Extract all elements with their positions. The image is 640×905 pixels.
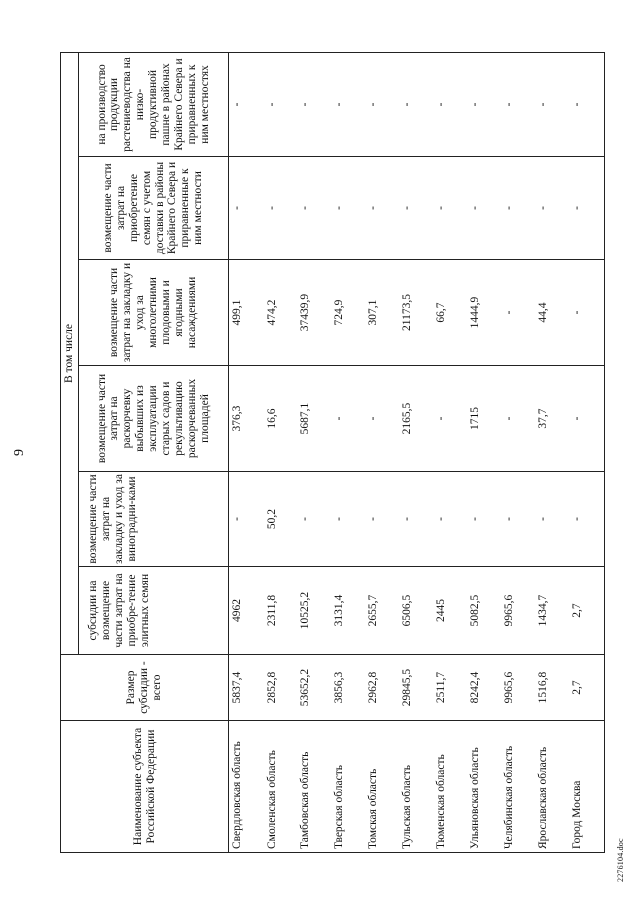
cell-name: Город Москва [569, 721, 604, 853]
cell-value: - [433, 157, 467, 260]
cell-value: - [399, 52, 433, 156]
cell-total: 2852,8 [264, 655, 298, 721]
cell-value: - [331, 366, 365, 472]
cell-value: 21173,5 [399, 260, 433, 366]
cell-total: 5837,4 [229, 655, 264, 721]
header-north-production: на производство продукции растениеводства на низко-продуктивной пашне в районах Крайнего Севера и приравненных к ним местностях [79, 52, 229, 156]
table-row [365, 52, 399, 852]
cell-total: 53652,2 [297, 655, 331, 721]
cell-value: 2311,8 [264, 567, 298, 655]
cell-value: 6506,5 [399, 567, 433, 655]
cell-total: 2,7 [569, 655, 604, 721]
table-row [501, 52, 535, 852]
cell-value: - [365, 52, 399, 156]
cell-value: 37439,9 [297, 260, 331, 366]
cell-value: - [331, 157, 365, 260]
header-uprooting: возмещение части затрат на раскорчевку выбывших из эксплуатации старых садов и рекультивацию раскорчеванных площадей [79, 366, 229, 472]
cell-name: Тамбовская область [297, 721, 331, 853]
cell-value: 10525,2 [297, 567, 331, 655]
header-vineyards: возмещение части затрат на закладку и уход за виноградни-ками [79, 472, 229, 567]
cell-value: 37,7 [535, 366, 569, 472]
table-row [264, 52, 298, 852]
cell-total: 8242,4 [467, 655, 501, 721]
cell-value: 3131,4 [331, 567, 365, 655]
table-row [297, 52, 331, 852]
cell-value: 50,2 [264, 472, 298, 567]
cell-total: 1516,8 [535, 655, 569, 721]
cell-value: - [501, 472, 535, 567]
cell-value: - [569, 366, 604, 472]
cell-value: - [264, 157, 298, 260]
cell-total: 9965,6 [501, 655, 535, 721]
cell-value: 1434,7 [535, 567, 569, 655]
cell-value: - [535, 52, 569, 156]
cell-name: Ульяновская область [467, 721, 501, 853]
cell-name: Челябинская область [501, 721, 535, 853]
cell-value: 1444,9 [467, 260, 501, 366]
table-row [433, 52, 467, 852]
cell-value: - [229, 52, 264, 156]
cell-value: 1715 [467, 366, 501, 472]
header-elite-seeds: субсидии на возмещение части затрат на приобре-тение элитных семян [79, 567, 229, 655]
page-number: 9 [12, 449, 27, 456]
cell-value: - [467, 472, 501, 567]
cell-value: - [331, 472, 365, 567]
cell-value: 2165,5 [399, 366, 433, 472]
cell-value: - [297, 157, 331, 260]
table-row [467, 52, 501, 852]
cell-value: 5687,1 [297, 366, 331, 472]
cell-value: - [501, 260, 535, 366]
header-orchards: возмещение части затрат на закладку и уход за многолетними плодовыми и ягодными насаждениями [79, 260, 229, 366]
cell-value: - [229, 157, 264, 260]
table-row [569, 52, 604, 852]
cell-value: - [297, 472, 331, 567]
cell-value: - [569, 52, 604, 156]
cell-value: - [399, 472, 433, 567]
cell-value: 499,1 [229, 260, 264, 366]
cell-value: 16,6 [264, 366, 298, 472]
cell-name: Свердловская область [229, 721, 264, 853]
table-row [229, 52, 264, 852]
cell-value: 376,3 [229, 366, 264, 472]
cell-value: 4962 [229, 567, 264, 655]
document-reference: 2276104.doc [616, 838, 625, 882]
cell-value: - [433, 366, 467, 472]
cell-value: - [229, 472, 264, 567]
cell-value: - [569, 157, 604, 260]
cell-value: 44,4 [535, 260, 569, 366]
cell-value: 724,9 [331, 260, 365, 366]
cell-value: - [264, 52, 298, 156]
table-row [331, 52, 365, 852]
cell-value: - [501, 52, 535, 156]
cell-value: - [467, 157, 501, 260]
cell-value: - [535, 157, 569, 260]
cell-value: 307,1 [365, 260, 399, 366]
cell-total: 2511,7 [433, 655, 467, 721]
cell-value: - [467, 52, 501, 156]
header-total: Размер субсидии - всего [61, 655, 229, 721]
cell-value: - [501, 366, 535, 472]
cell-value: - [569, 472, 604, 567]
cell-value: 2655,7 [365, 567, 399, 655]
cell-value: - [297, 52, 331, 156]
table-row [535, 52, 569, 852]
cell-value: 2,7 [569, 567, 604, 655]
cell-name: Ярославская область [535, 721, 569, 853]
cell-name: Смоленская область [264, 721, 298, 853]
cell-value: - [569, 260, 604, 366]
cell-name: Тульская область [399, 721, 433, 853]
subsidy-table [60, 52, 605, 853]
cell-value: - [365, 366, 399, 472]
cell-value: - [331, 52, 365, 156]
cell-value: - [501, 157, 535, 260]
cell-total: 29845,5 [399, 655, 433, 721]
cell-value: 474,2 [264, 260, 298, 366]
header-north-seeds: возмещение части затрат на приобретение семян с учетом доставки в районы Крайнего Севера и приравненные к ним местности [79, 157, 229, 260]
cell-name: Тверская область [331, 721, 365, 853]
cell-value: - [399, 157, 433, 260]
cell-name: Томская область [365, 721, 399, 853]
cell-value: - [433, 52, 467, 156]
cell-total: 3856,3 [331, 655, 365, 721]
cell-value: - [365, 472, 399, 567]
cell-name: Тюменская область [433, 721, 467, 853]
cell-value: - [365, 157, 399, 260]
header-including: В том числе [61, 52, 79, 654]
cell-value: 5082,5 [467, 567, 501, 655]
table-row [399, 52, 433, 852]
cell-value: - [433, 472, 467, 567]
cell-value: 66,7 [433, 260, 467, 366]
cell-value: 2445 [433, 567, 467, 655]
cell-value: - [535, 472, 569, 567]
header-subject: Наименование субъекта Российской Федерации [61, 721, 229, 853]
cell-value: 9965,6 [501, 567, 535, 655]
cell-total: 2962,8 [365, 655, 399, 721]
